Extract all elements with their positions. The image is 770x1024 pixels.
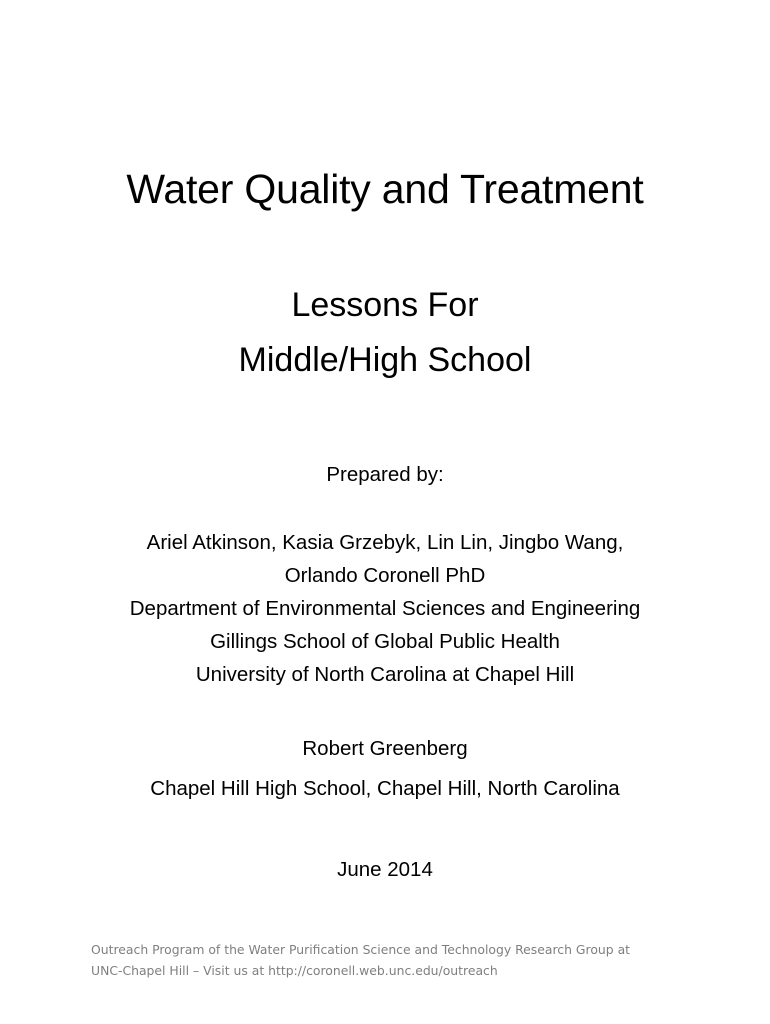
publication-date: June 2014 (337, 858, 433, 881)
authors-line: Ariel Atkinson, Kasia Grzebyk, Lin Lin, Jingbo Wang, (146, 531, 624, 554)
document-title: Water Quality and Treatment (126, 166, 644, 212)
authors-line: Orlando Coronell PhD (284, 564, 486, 587)
second-author-affiliation: Chapel Hill High School, Chapel Hill, North Carolina (150, 777, 620, 800)
subtitle-line-1: Lessons For (291, 286, 479, 324)
footer-note (91, 939, 691, 981)
university-line: University of North Carolina at Chapel Hill (195, 663, 575, 686)
footer-line-1: Outreach Program of the Water Purification Science and Technology Research Group at (91, 942, 631, 957)
footer-line-2: UNC-Chapel Hill – Visit us at http://coronell.web.unc.edu/outreach (91, 963, 498, 978)
subtitle-line-2: Middle/High School (238, 341, 532, 379)
department-line: Department of Environmental Sciences and Engineering (129, 597, 641, 620)
second-author-name: Robert Greenberg (302, 737, 468, 760)
school-line: Gillings School of Global Public Health (210, 630, 560, 653)
prepared-by-label: Prepared by: (326, 463, 444, 486)
